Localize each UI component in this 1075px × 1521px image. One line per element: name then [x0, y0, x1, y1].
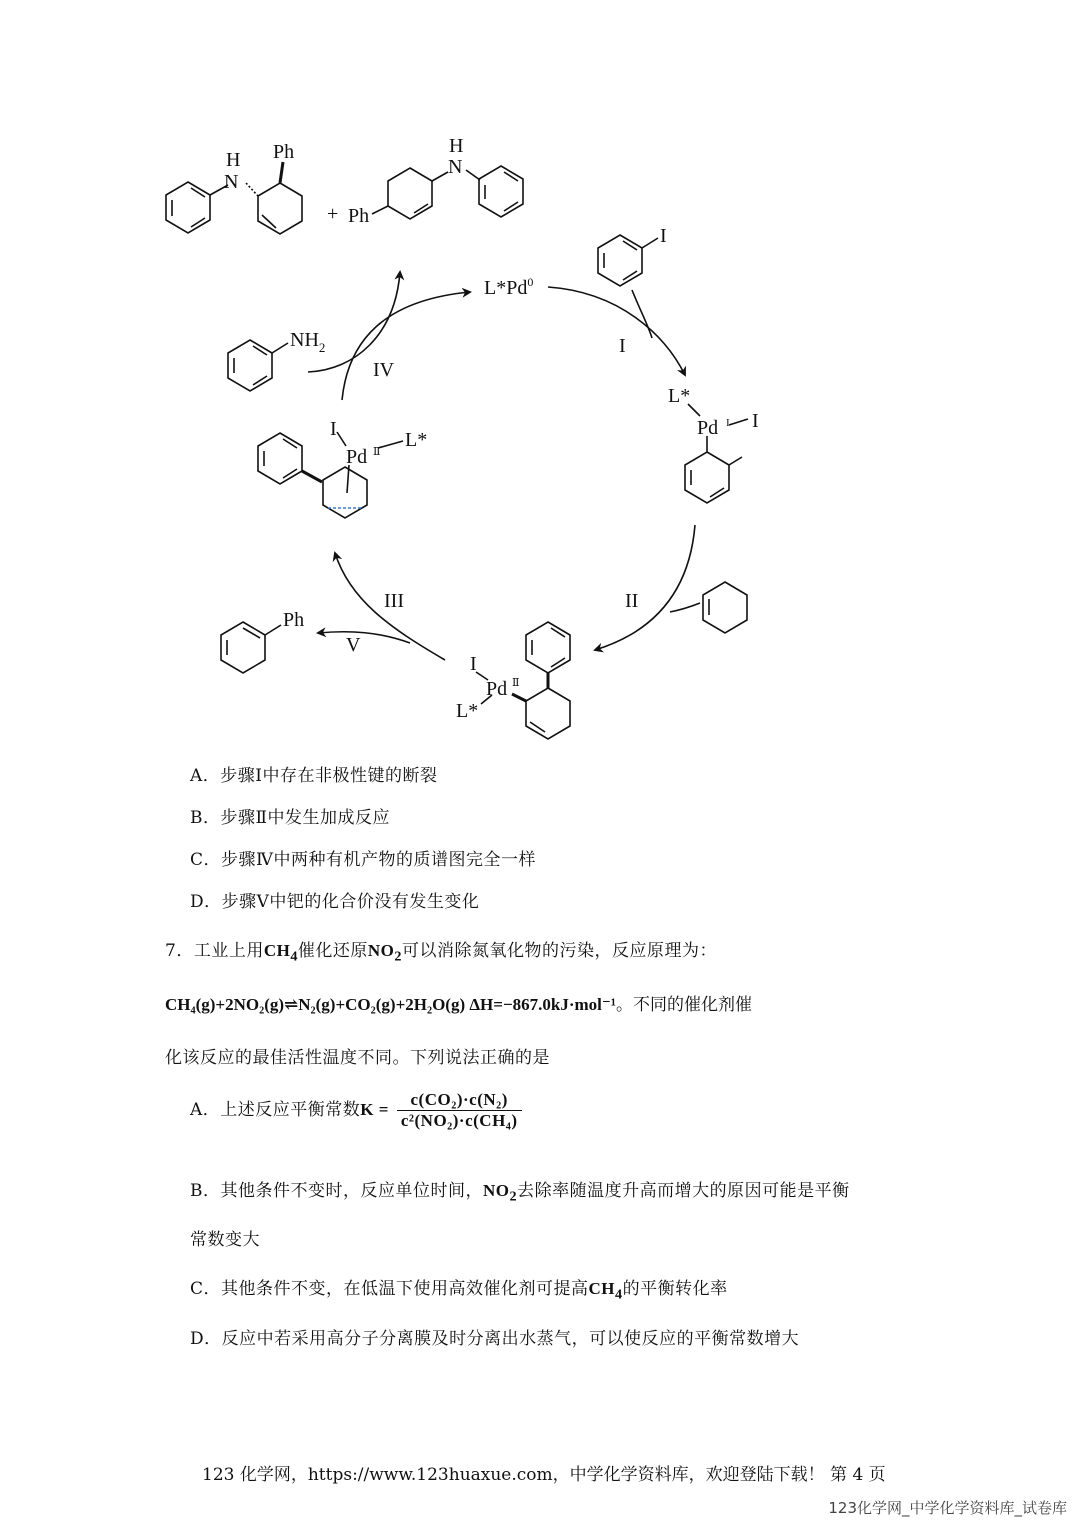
pd-ox-label: I [726, 417, 730, 429]
pd-label: Pd [486, 678, 508, 700]
n-label: N [448, 156, 463, 178]
i-label: I [752, 410, 759, 432]
q7-stem: 7．工业上用$CH_4$催化还原$NO_2$可以消除氮氧化物的污染，反应原理为： [165, 941, 717, 965]
step-2-label: II [625, 590, 639, 612]
arrow-step-4 [342, 292, 470, 400]
q7-option-a: A．上述反应平衡常数K = $\frac{\text{c(CO₂)·c(N₂)}}{\text{c²(NO₂)·c(CH₄)}}$ [190, 1090, 522, 1131]
aniline-structure [228, 340, 288, 391]
ph-label: Ph [348, 205, 370, 227]
h-label: H [449, 135, 464, 157]
q6-option-d: D．步骤Ⅴ中钯的化合价没有发生变化 [190, 892, 480, 912]
pd-label: Pd [346, 446, 368, 468]
arrow-step-2 [595, 525, 695, 650]
arrow-step-5 [318, 632, 410, 643]
pd-ox-label: Ⅱ [373, 446, 381, 458]
q7-option-b: B．其他条件不变时，反应单位时间，$NO_2$去除率随温度升高而增大的原因可能是平衡 [190, 1181, 850, 1205]
q6-option-c: C．步骤Ⅳ中两种有机产物的质谱图完全一样 [190, 850, 536, 870]
phenylcyclohexene-structure [221, 622, 281, 673]
ph-label: Ph [283, 609, 305, 631]
pd-pi-complex-structure [258, 432, 403, 518]
step-1-label: I [619, 335, 626, 357]
iodobenzene-structure [598, 235, 658, 286]
arrow-step-4-product [308, 272, 400, 372]
amine-label: $NH_2$ [290, 329, 326, 355]
catalytic-cycle-scheme [0, 0, 1075, 760]
step-5-label: V [346, 634, 361, 656]
page-footer: 123 化学网，https://www.123huaxue.com，中学化学资料库，欢迎登陆下载！ 第 4 页 [202, 1465, 886, 1485]
h-label: H [226, 149, 241, 171]
q7-option-d: D．反应中若采用高分子分离膜及时分离出水蒸气，可以使反应的平衡常数增大 [190, 1329, 800, 1349]
lstar-label: L* [456, 700, 479, 722]
q7-option-b-cont: 常数变大 [190, 1230, 260, 1250]
n-label: N [224, 171, 239, 193]
step-4-label: IV [373, 359, 395, 381]
i-label: I [330, 418, 337, 440]
pd-label: Pd [697, 417, 719, 439]
arrow-step-1-reagent [632, 290, 652, 338]
catalyst-label: L*Pd$^0$ [484, 275, 534, 299]
pd-ox-label: Ⅱ [512, 677, 520, 689]
q7-stem-line3: 化该反应的最佳活性温度不同。下列说法正确的是 [165, 1048, 550, 1068]
arrow-step-2-reagent [670, 603, 700, 612]
arrow-step-1 [548, 287, 685, 375]
q7-equation: CH₄(g)+2NO₂(g)⇌N₂(g)+CO₂(g)+2H₂O(g) ΔH=−867.0kJ·mol⁻¹。不同的催化剂催 [165, 995, 752, 1015]
lstar-label: L* [668, 385, 691, 407]
q6-option-b: B．步骤Ⅱ中发生加成反应 [190, 808, 391, 828]
ph-label: Ph [273, 141, 295, 163]
equilibrium-constant-fraction: $\frac{\text{c(CO₂)·c(N₂)}}{\text{c²(NO₂)·c(CH₄)}}$ [397, 1090, 522, 1131]
q7-option-c: C．其他条件不变，在低温下使用高效催化剂可提高$CH_4$的平衡转化率 [190, 1279, 728, 1303]
step-3-label: III [384, 590, 404, 612]
plus-label: + [327, 203, 339, 225]
i-label: I [660, 225, 667, 247]
cyclohexene-structure [703, 582, 747, 633]
q6-option-a: A．步骤Ⅰ中存在非极性键的断裂 [190, 766, 438, 786]
i-label: I [470, 653, 477, 675]
watermark: 123化学网_中学化学资料库_试卷库 [828, 1499, 1067, 1517]
lstar-label: L* [405, 429, 428, 451]
